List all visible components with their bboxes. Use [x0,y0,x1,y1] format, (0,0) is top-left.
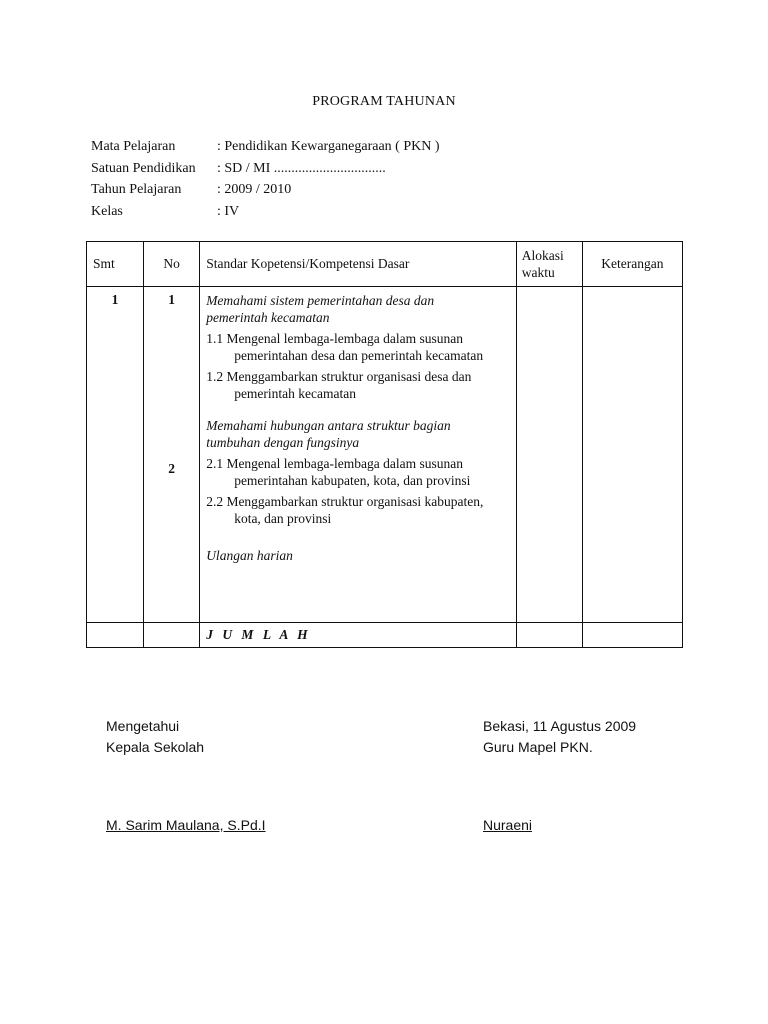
cell-keterangan [582,287,682,623]
no-value-1: 1 [168,292,176,307]
page-title: PROGRAM TAHUNAN [312,94,456,109]
meta-row-school [91,158,440,180]
cell-alokasi [516,287,582,623]
header-keterangan: Keterangan [582,242,682,287]
meta-value: : SD / MI ................................ [217,160,386,176]
meta-value: : Pendidikan Kewarganegaraan ( PKN ) [217,139,440,154]
total-cell-smt [87,623,144,648]
signature-left-name: M. Sarim Maulana, S.Pd.I [106,817,266,833]
signature-left [106,716,266,836]
meta-label: Mata Pelajaran [91,139,176,154]
header-standar: Standar Kopetensi/Kompetensi Dasar [200,242,517,287]
smt-value: 1 [111,292,119,307]
signature-left-line1: Mengetahui [106,718,180,734]
cell-no [144,287,200,623]
header-smt: Smt [87,242,144,287]
document-meta [91,136,440,222]
table-header-row [87,242,683,287]
meta-label: Kelas [91,203,123,219]
sk-1-line1: Memahami sistem pemerintahan desa dan [206,293,435,308]
cell-smt [87,287,144,623]
sk-1-line2: pemerintah kecamatan [206,310,330,325]
kd-1-1: 1.1 Mengenal lembaga-lembaga dalam susunan pemerintahan desa dan pemerintah kecamatan [206,331,484,363]
total-label: J U M L A H [200,623,517,648]
kd-1-2: 1.2 Menggambarkan struktur organisasi desa dan pemerintah kecamatan [206,369,472,401]
total-cell-no [144,623,200,648]
meta-row-subject [91,136,440,158]
header-alokasi-line2: waktu [521,265,555,280]
signature-right-line2: Guru Mapel PKN. [483,739,593,755]
signature-right-line1: Bekasi, 11 Agustus 2009 [483,718,637,734]
table-row [87,287,683,623]
table-total-row [87,623,683,648]
cell-standar [200,287,517,623]
no-value-2: 2 [168,461,176,476]
program-table [86,241,683,648]
signature-right [483,716,636,836]
total-cell-alokasi [516,623,582,648]
meta-label: Tahun Pelajaran [91,182,182,197]
header-alokasi-line1: Alokasi [521,248,564,263]
sk-2-line1: Memahami hubungan antara struktur bagian [206,418,451,433]
signature-right-name: Nuraeni [483,817,533,833]
meta-value: : IV [217,203,240,219]
meta-label: Satuan Pendidikan [91,160,196,176]
signature-left-line2: Kepala Sekolah [106,739,205,755]
kd-2-2: 2.2 Menggambarkan struktur organisasi kabupaten, kota, dan provinsi [206,494,484,526]
meta-value: : 2009 / 2010 [217,182,292,197]
meta-row-class [91,201,440,223]
ulangan-harian: Ulangan harian [206,548,293,563]
kd-2-1: 2.1 Mengenal lembaga-lembaga dalam susunan pemerintahan kabupaten, kota, dan provinsi [206,456,471,488]
header-no: No [144,242,200,287]
sk-2-line2: tumbuhan dengan fungsinya [206,435,360,450]
meta-row-year [91,179,440,201]
header-alokasi [516,242,582,287]
total-cell-keterangan [582,623,682,648]
